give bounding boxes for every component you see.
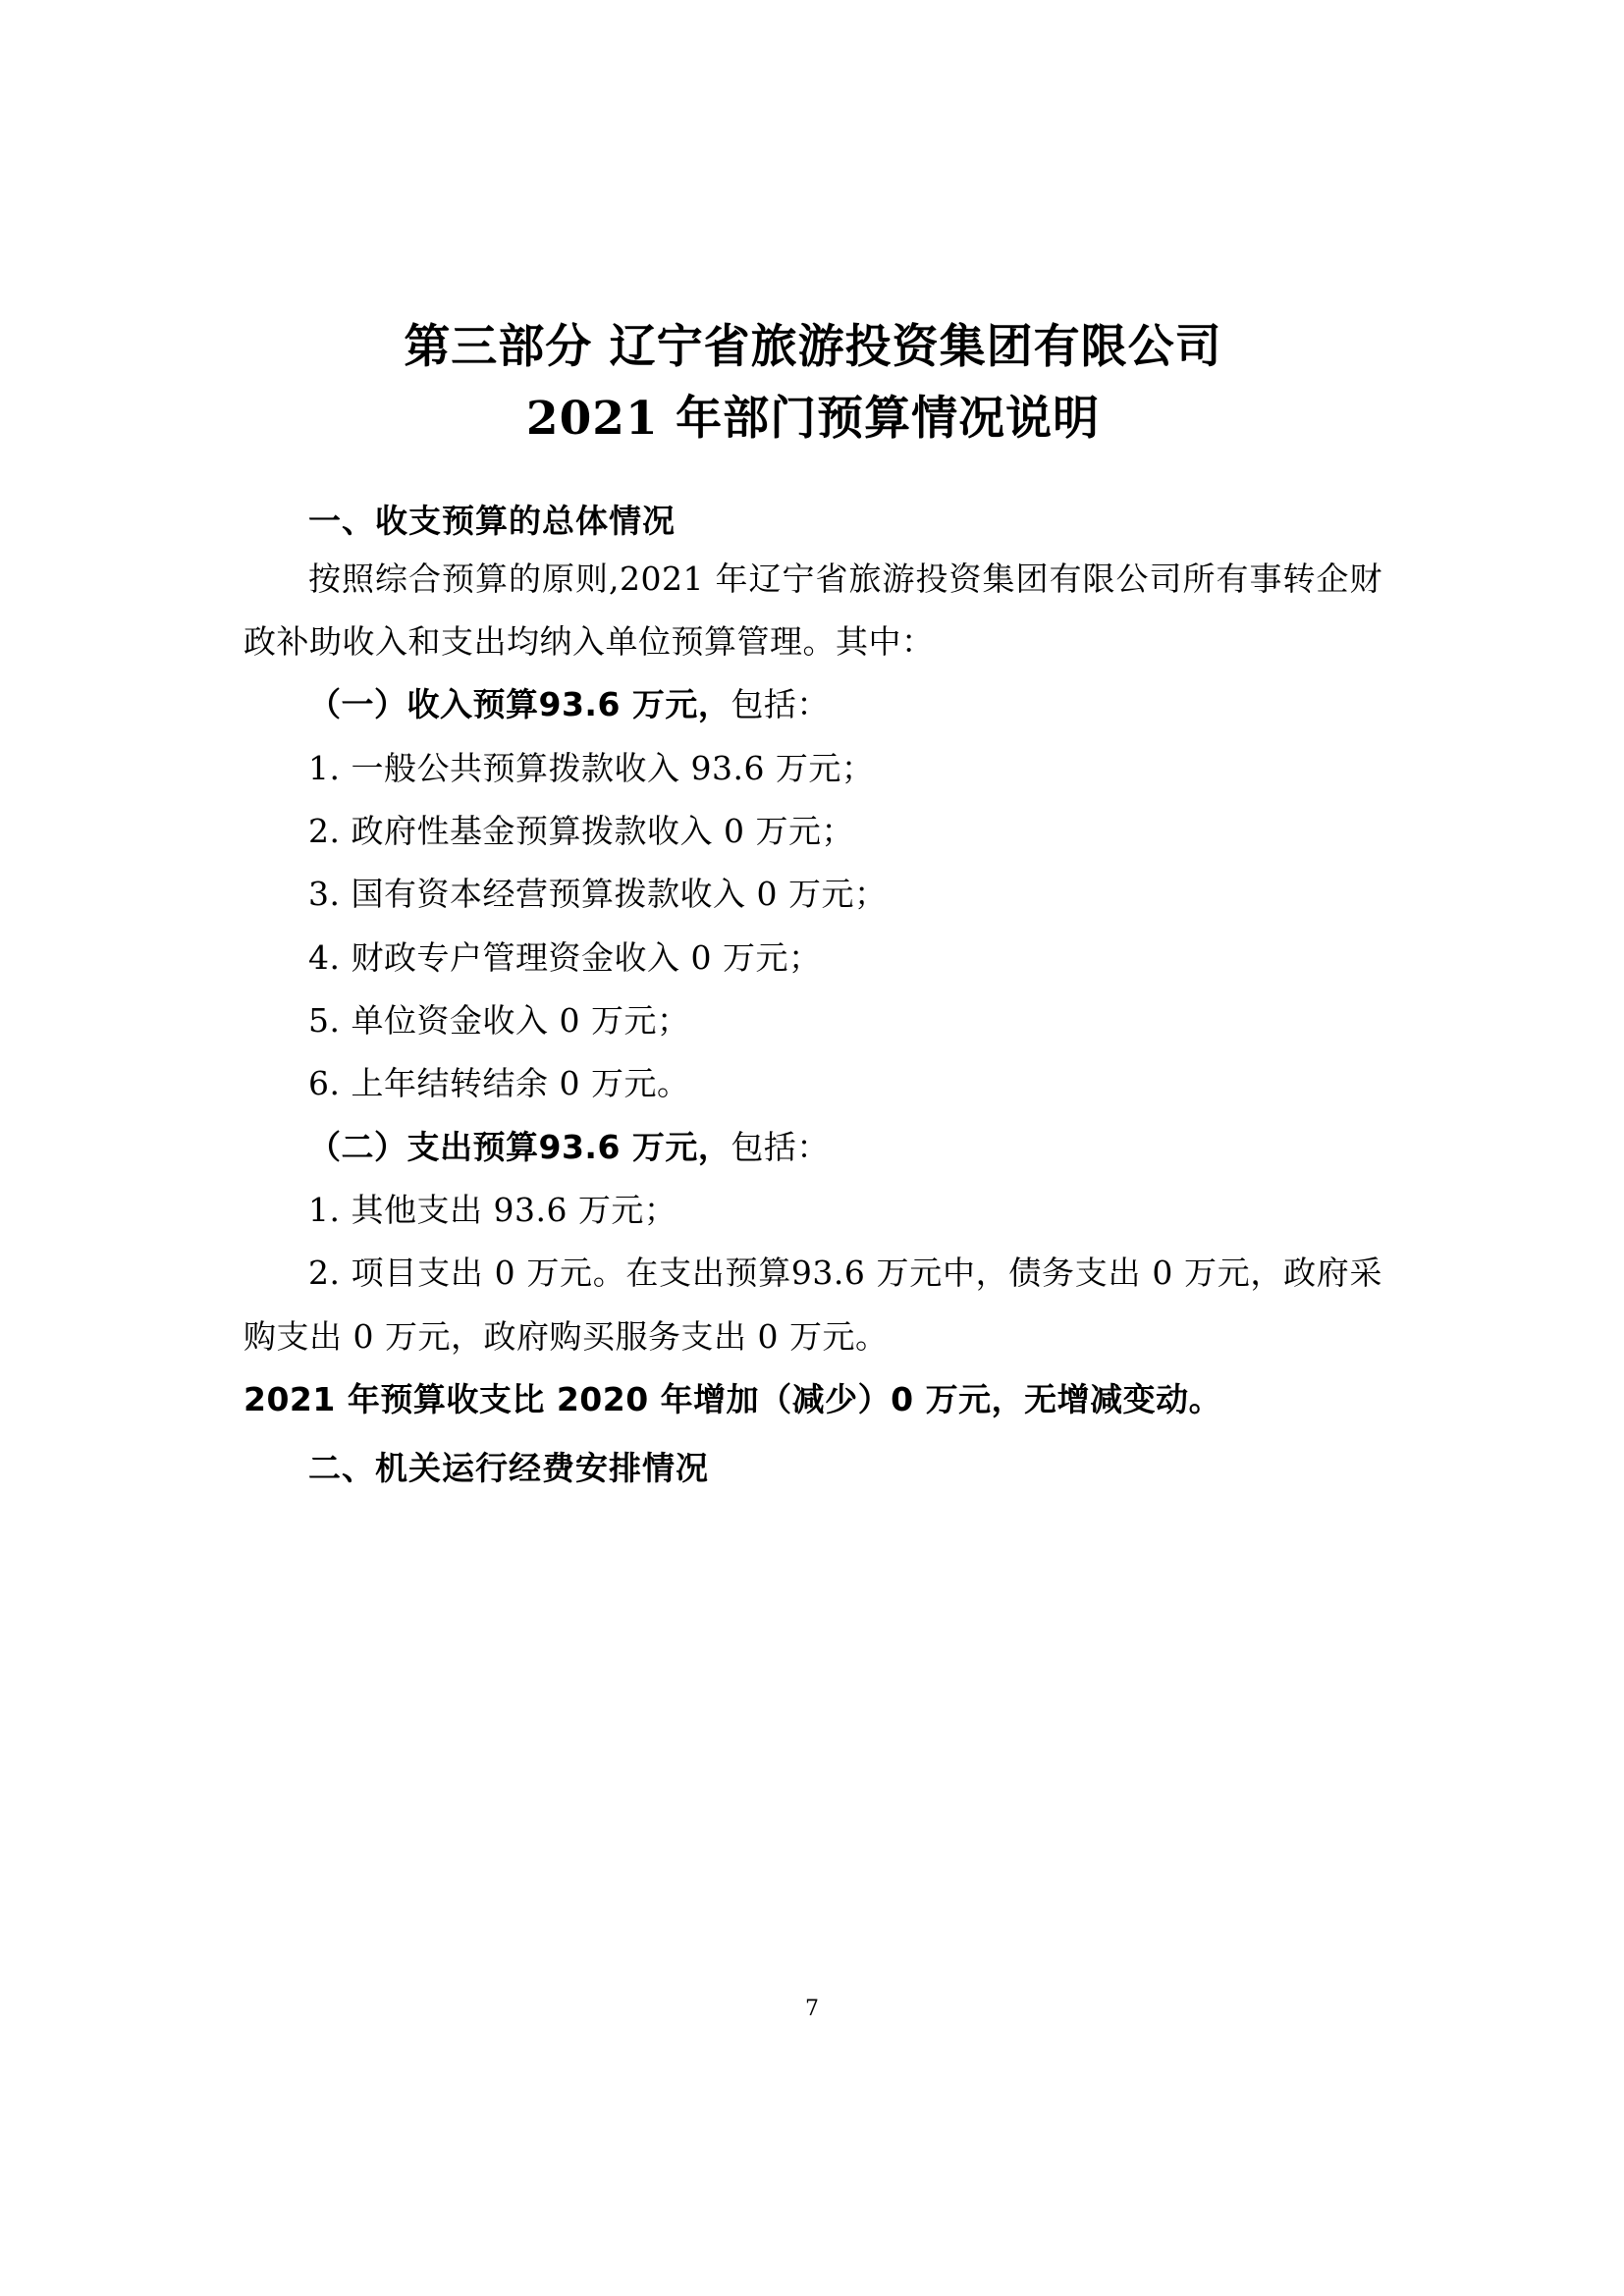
list-item: 2. 政府性基金预算拨款收入 0 万元； [308, 812, 854, 851]
section-heading-2: 二、机关运行经费安排情况 [308, 1449, 709, 1488]
income-budget-heading [244, 673, 1382, 736]
list-item: 5. 单位资金收入 0 万元； [308, 1001, 690, 1041]
page-title [244, 316, 1382, 451]
list-item: 4. 财政专户管理资金收入 0 万元； [308, 937, 822, 977]
document-body [244, 316, 1382, 1495]
list-item: 3. 国有资本经营预算拨款收入 0 万元； [308, 875, 888, 914]
income-budget-heading-rest: 包括： [731, 685, 830, 724]
list-item: 1. 一般公共预算拨款收入 93.6 万元； [308, 748, 875, 787]
list-item: 6. 上年结转结余 0 万元。 [308, 1064, 690, 1103]
income-budget-heading-bold: （一）收入预算93.6 万元， [308, 685, 731, 724]
section-spacer [244, 1431, 1382, 1443]
budget-change-note: 2021 年预算收支比 2020 年增加（减少）0 万元，无增减变动。 [244, 1380, 1222, 1419]
list-item: 2. 项目支出 0 万元。在支出预算93.6 万元中，债务支出 0 万元，政府采 购支出 0 万元，政府购买服务支出 0 万元。 [244, 1254, 1382, 1356]
expense-budget-heading-bold: （二）支出预算93.6 万元， [308, 1127, 731, 1166]
page-number: 7 [805, 1997, 819, 2021]
expense-budget-heading [244, 1116, 1382, 1179]
section-heading-1: 一、收支预算的总体情况 [308, 501, 676, 540]
title-spacer [244, 451, 1382, 496]
page-title-line-1: 第三部分 辽宁省旅游投资集团有限公司 [404, 320, 1222, 374]
expense-budget-heading-rest: 包括： [731, 1127, 830, 1166]
page-title-line-2: 2021 年部门预算情况说明 [525, 392, 1101, 447]
section-1-paragraph: 按照综合预算的原则,2021 年辽宁省旅游投资集团有限公司所有事转企财政补助收入和支出均纳入单位预算管理。其中： [244, 559, 1382, 662]
list-item: 1. 其他支出 93.6 万元； [308, 1191, 677, 1230]
